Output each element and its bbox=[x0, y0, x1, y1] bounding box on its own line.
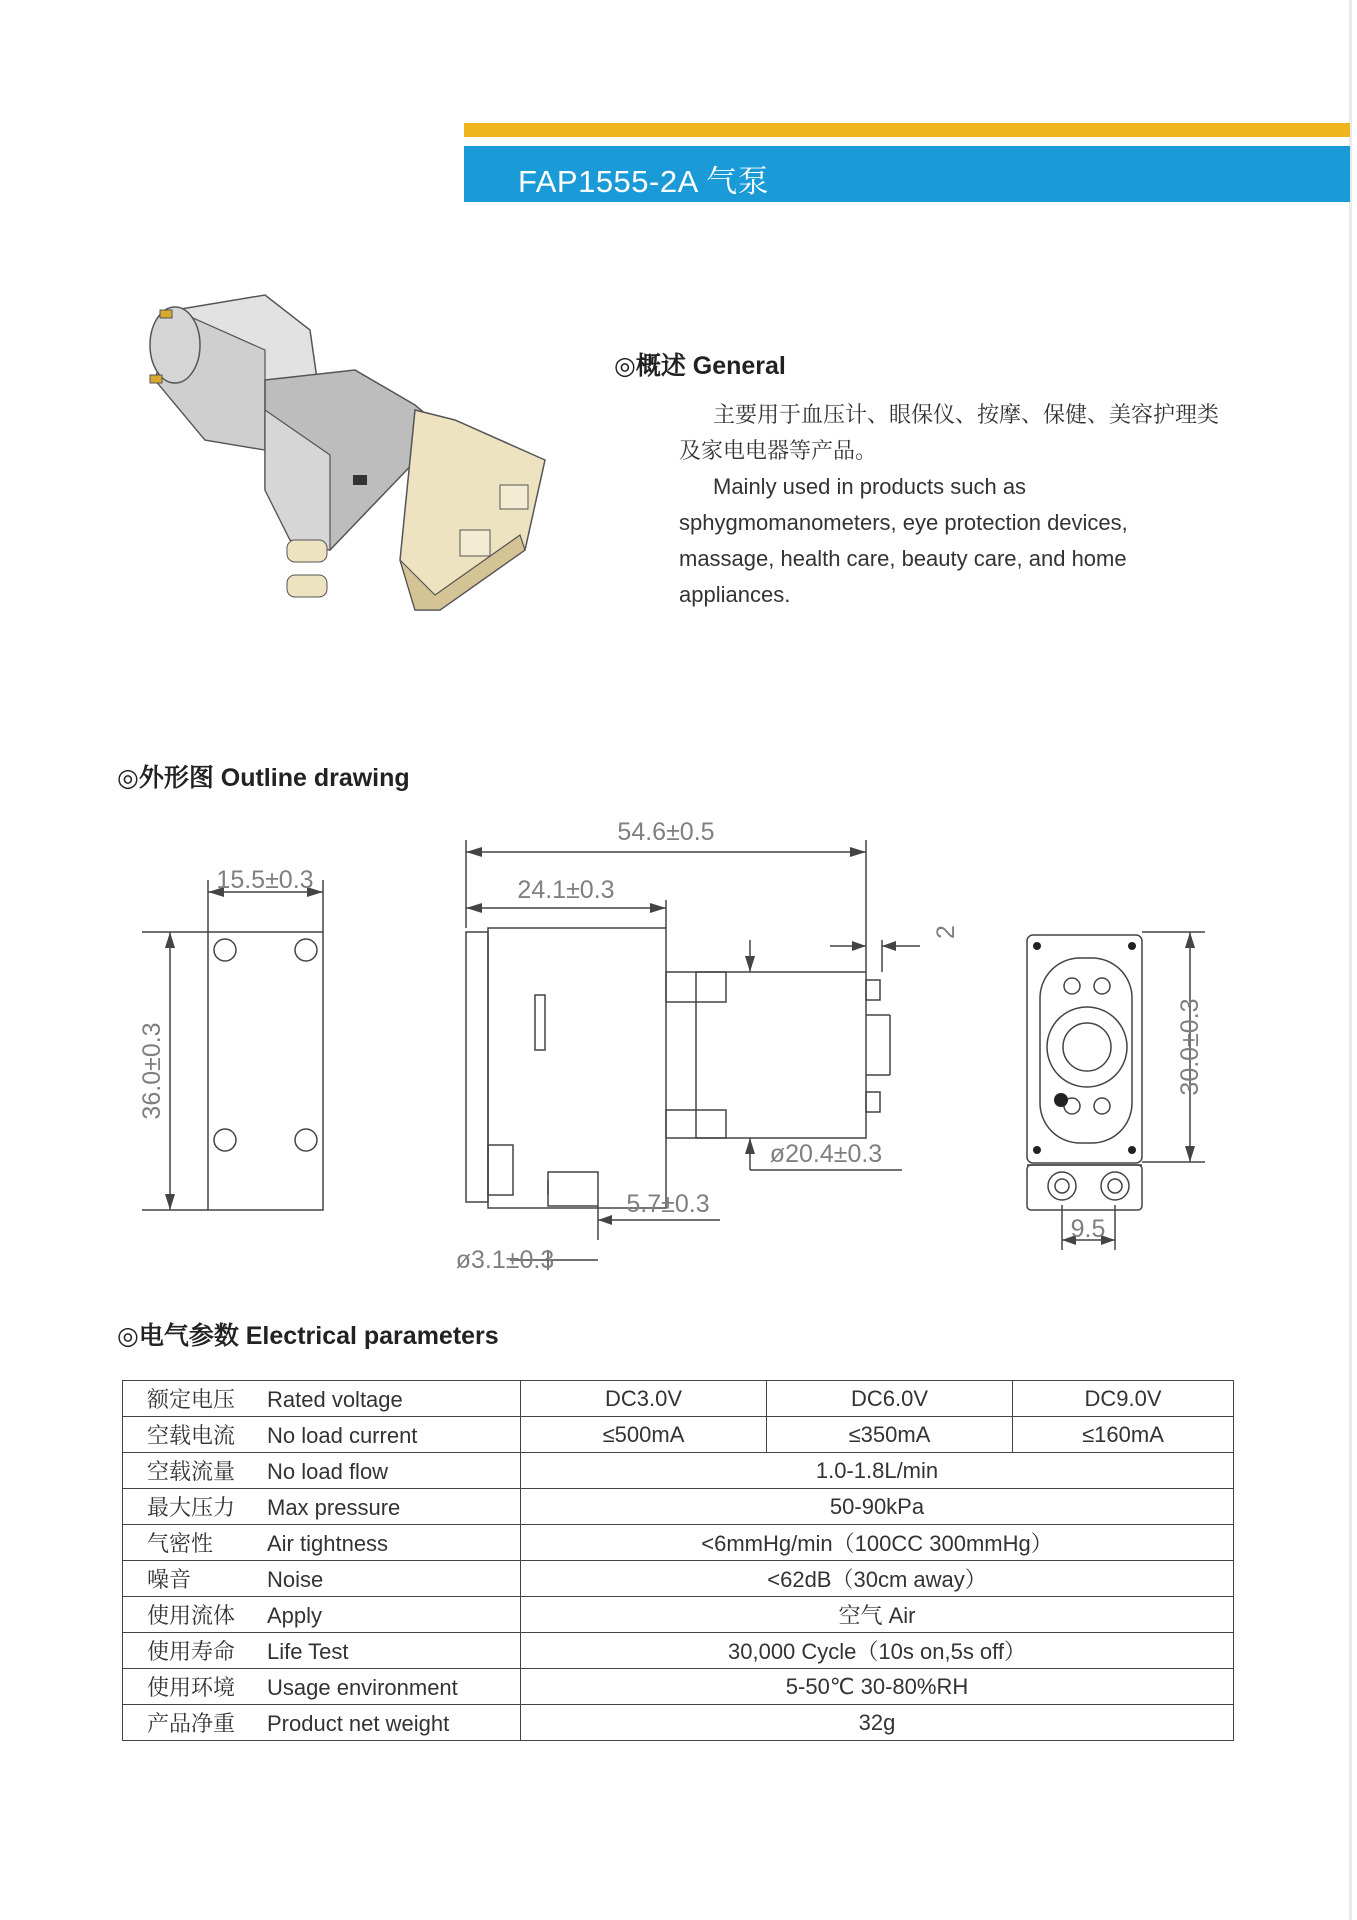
param-value: 50-90kPa bbox=[521, 1489, 1234, 1525]
param-value: <62dB（30cm away） bbox=[521, 1561, 1234, 1597]
outline-drawing bbox=[130, 810, 1240, 1290]
param-label-en: No load current bbox=[267, 1423, 418, 1448]
dim-total-length: 54.6±0.5 bbox=[617, 818, 715, 846]
param-label-en: Max pressure bbox=[267, 1495, 401, 1520]
dim-motor-diameter: ø20.4±0.3 bbox=[769, 1140, 883, 1168]
table-row bbox=[123, 1669, 1234, 1705]
page-edge-rule bbox=[1349, 0, 1352, 1920]
param-label-en: Rated voltage bbox=[267, 1387, 403, 1412]
param-value: ≤350mA bbox=[767, 1417, 1013, 1453]
param-value: 1.0-1.8L/min bbox=[521, 1453, 1234, 1489]
param-value: 32g bbox=[521, 1705, 1234, 1741]
dim-outlet-diameter: ø3.1±0.3 bbox=[455, 1246, 555, 1274]
param-label-en: Product net weight bbox=[267, 1711, 450, 1736]
dim-end-height: 30.0±0.3 bbox=[1176, 998, 1204, 1096]
table-row bbox=[123, 1417, 1234, 1453]
table-row bbox=[123, 1381, 1234, 1417]
param-label-en: Apply bbox=[267, 1603, 323, 1628]
general-text-en: Mainly used in products such as sphygmomanometers, eye protection devices, massage, health care, beauty care, and home appliances. bbox=[679, 474, 1128, 607]
general-text-cn: 主要用于血压计、眼保仪、按摩、保健、美容护理类及家电电器等产品。 bbox=[679, 402, 1220, 463]
param-label-cn: 额定电压 bbox=[147, 1387, 236, 1412]
dim-end-gap: 2 bbox=[932, 925, 960, 939]
param-label-cn: 气密性 bbox=[147, 1531, 214, 1556]
param-label-en: Usage environment bbox=[267, 1675, 458, 1700]
param-label-cn: 空载流量 bbox=[147, 1459, 236, 1484]
param-value: <6mmHg/min（100CC 300mmHg） bbox=[521, 1525, 1234, 1561]
param-label-en: No load flow bbox=[267, 1459, 389, 1484]
param-value: DC6.0V bbox=[767, 1381, 1013, 1417]
param-label-cn: 噪音 bbox=[147, 1567, 192, 1592]
param-value: DC9.0V bbox=[1013, 1381, 1234, 1417]
param-label-en: Noise bbox=[267, 1567, 324, 1592]
general-description bbox=[679, 397, 1219, 613]
param-value: 30,000 Cycle（10s on,5s off） bbox=[521, 1633, 1234, 1669]
table-row bbox=[123, 1561, 1234, 1597]
param-label-cn: 使用环境 bbox=[147, 1675, 236, 1700]
electrical-parameters-table bbox=[122, 1380, 1234, 1741]
general-heading: ◎概述 General bbox=[614, 352, 786, 380]
param-label-cn: 空载电流 bbox=[147, 1423, 236, 1448]
table-row bbox=[123, 1633, 1234, 1669]
dim-pin-pitch: 9.5 bbox=[1070, 1215, 1106, 1243]
electrical-heading: ◎电气参数 Electrical parameters bbox=[117, 1322, 499, 1350]
param-label-en: Life Test bbox=[267, 1639, 349, 1664]
table-row bbox=[123, 1489, 1234, 1525]
param-value: ≤160mA bbox=[1013, 1417, 1234, 1453]
product-image bbox=[115, 290, 585, 640]
dim-height: 36.0±0.3 bbox=[138, 1022, 166, 1120]
param-value: 空气 Air bbox=[521, 1597, 1234, 1633]
dim-body-length: 24.1±0.3 bbox=[517, 876, 615, 904]
param-value: DC3.0V bbox=[521, 1381, 767, 1417]
dim-outlet-length: 5.7±0.3 bbox=[626, 1190, 710, 1218]
param-value: 5-50℃ 30-80%RH bbox=[521, 1669, 1234, 1705]
page-title: FAP1555-2A 气泵 bbox=[518, 164, 770, 199]
table-row bbox=[123, 1705, 1234, 1741]
param-label-en: Air tightness bbox=[267, 1531, 389, 1556]
table-row bbox=[123, 1453, 1234, 1489]
param-label-cn: 使用流体 bbox=[147, 1603, 236, 1628]
param-label-cn: 产品净重 bbox=[147, 1711, 236, 1736]
table-row bbox=[123, 1597, 1234, 1633]
dim-width: 15.5±0.3 bbox=[216, 866, 314, 894]
param-value: ≤500mA bbox=[521, 1417, 767, 1453]
outline-heading: ◎外形图 Outline drawing bbox=[117, 764, 410, 792]
header-accent-bar bbox=[464, 123, 1350, 137]
table-row bbox=[123, 1525, 1234, 1561]
param-label-cn: 使用寿命 bbox=[147, 1639, 236, 1664]
header-title-bar bbox=[464, 146, 1350, 202]
param-label-cn: 最大压力 bbox=[147, 1495, 236, 1520]
top-view-body bbox=[208, 932, 323, 1210]
